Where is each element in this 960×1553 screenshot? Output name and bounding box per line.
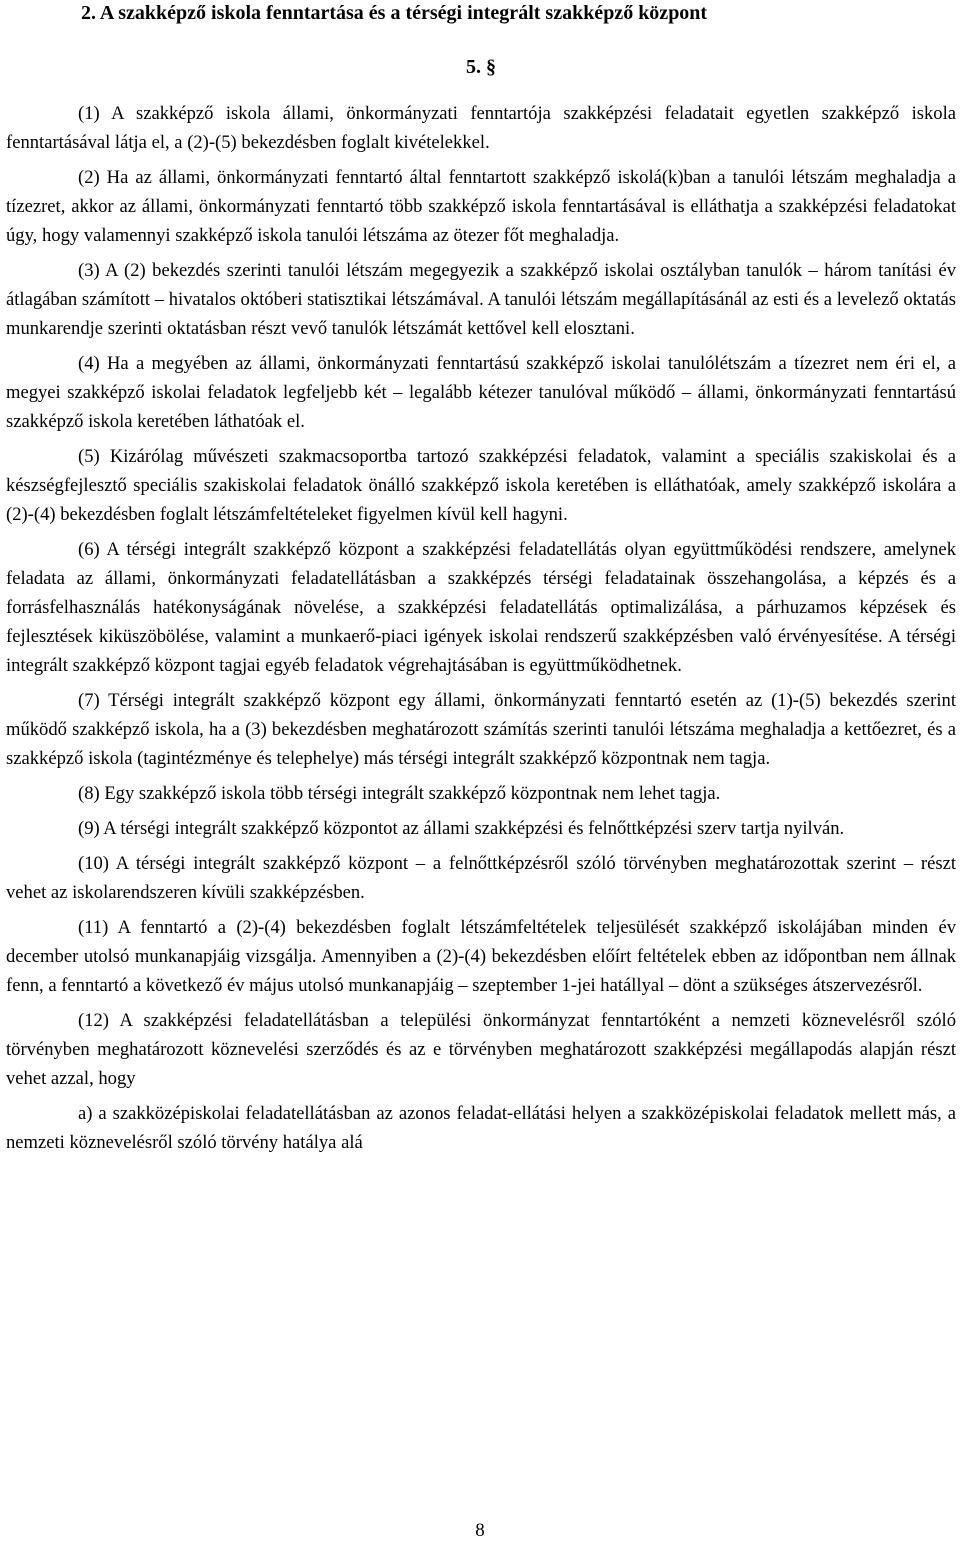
page-number: 8 <box>475 1520 485 1541</box>
paragraph-12: (12) A szakképzési feladatellátásban a települési önkormányzat fenntartóként a nemzeti köznevelésről szóló törvényben meghatározott köznevelési szerződés és az e törvényben meghatározott szakképzési megállapodás alapján részt vehet azzal, hogy <box>6 1010 956 1089</box>
section-number: 5. § <box>466 56 496 78</box>
chapter-heading: 2. A szakképző iskola fenntartása és a térségi integrált szakképző központ <box>81 2 708 24</box>
paragraph-6: (6) A térségi integrált szakképző központ a szakképzési feladatellátás olyan együttműködési rendszere, amelynek feladata az állami, önkormányzati feladatellátásban a szakképzés térségi feladatainak összehangolása, a képzés és a forrásfelhasználás hatékonyságának növelése, a szakképzési feladatellátás optimalizálása, a párhuzamos képzések és fejlesztések kiküszöbölése, valamint a munkaerő-piaci igények iskolai rendszerű szakképzésben való érvényesítése. A térségi integrált szakképző központ tagjai egyéb feladatok végrehajtásában is együttműködhetnek. <box>6 539 956 676</box>
paragraph-3: (3) A (2) bekezdés szerinti tanulói létszám megegyezik a szakképző iskolai osztályban tanulók – három tanítási év átlagában számított – hivatalos októberi statisztikai létszámával. A tanulói létszám megállapításánál az esti és a levelező oktatás munkarendje szerinti oktatásban részt vevő tanulók létszámát kettővel kell elosztani. <box>6 260 956 339</box>
paragraph-1: (1) A szakképző iskola állami, önkormányzati fenntartója szakképzési feladatait egyetlen szakképző iskola fenntartásával látja el, a (2)-(5) bekezdésben foglalt kivételekkel. <box>6 103 956 153</box>
paragraph-7: (7) Térségi integrált szakképző központ egy állami, önkormányzati fenntartó esetén az (1)-(5) bekezdés szerint működő szakképző iskola, ha a (3) bekezdésben meghatározott számítás szerinti tanulói létszáma meghaladja a kettőezret, és a szakképző iskola (tagintézménye és telephelye) más térségi integrált szakképző központnak nem tagja. <box>6 690 956 769</box>
paragraph-4: (4) Ha a megyében az állami, önkormányzati fenntartású szakképző iskolai tanulólétszám a tízezret nem éri el, a megyei szakképző iskolai feladatok legfeljebb két – legalább kétezer tanulóval működő – állami, önkormányzati fenntartású szakképző iskola keretében láthatóak el. <box>6 353 956 432</box>
paragraph-5: (5) Kizárólag művészeti szakmacsoportba tartozó szakképzési feladatok, valamint a speciális szakiskolai és a készségfejlesztő speciális szakiskolai feladatok önálló szakképző iskola keretében is elláthatóak, amely szakképző iskolára a (2)-(4) bekezdésben foglalt létszámfeltételeket figyelmen kívül kell hagyni. <box>6 446 956 525</box>
paragraph-9: (9) A térségi integrált szakképző központot az állami szakképzési és felnőttképzési szerv tartja nyilván. <box>78 818 845 839</box>
paragraph-12a: a) a szakközépiskolai feladatellátásban az azonos feladat-ellátási helyen a szakközépiskolai feladatok mellett más, a nemzeti köznevelésről szóló törvény hatálya alá <box>6 1103 956 1153</box>
paragraph-8: (8) Egy szakképző iskola több térségi integrált szakképző központnak nem lehet tagja. <box>78 783 721 804</box>
paragraph-2: (2) Ha az állami, önkormányzati fenntartó által fenntartott szakképző iskolá(k)ban a tanulói létszám meghaladja a tízezret, akkor az állami, önkormányzati fenntartó több szakképző iskola fenntartásával is elláthatja a szakképzési feladatokat úgy, hogy valamennyi szakképző iskola tanulói létszáma az ötezer főt meghaladja. <box>6 167 956 246</box>
document-page <box>6 0 956 1163</box>
paragraph-10: (10) A térségi integrált szakképző központ – a felnőttképzésről szóló törvényben meghatározottak szerint – részt vehet az iskolarendszeren kívüli szakképzésben. <box>6 853 956 903</box>
paragraph-11: (11) A fenntartó a (2)-(4) bekezdésben foglalt létszámfeltételek teljesülését szakképző iskolájában minden év december utolsó munkanapjáig vizsgálja. Amennyiben a (2)-(4) bekezdésben előírt feltételek ebben az időpontban nem állnak fenn, a fenntartó a következő év május utolsó munkanapjáig – szeptember 1-jei hatállyal – dönt a szükséges átszervezésről. <box>6 917 956 996</box>
